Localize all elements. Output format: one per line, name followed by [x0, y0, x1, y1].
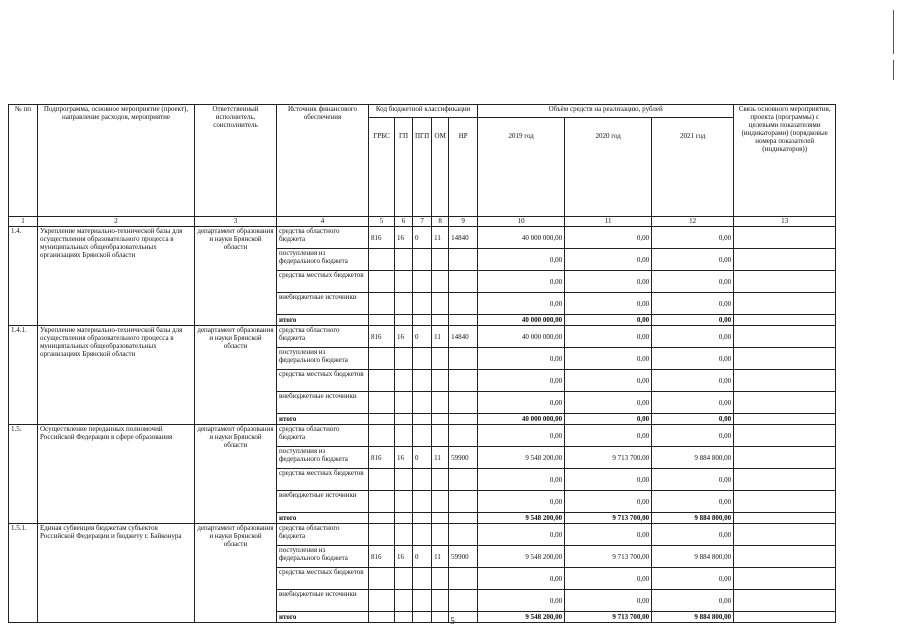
code-nr	[449, 414, 478, 425]
column-number: 12	[652, 217, 734, 227]
amount-2019: 0,00	[478, 249, 565, 271]
header-program: Подпрограмма, основное мероприятие (проект), направление расходов, мероприятие	[38, 105, 195, 217]
column-number: 10	[478, 217, 565, 227]
link-cell	[734, 392, 836, 414]
code-pgp	[413, 293, 432, 315]
amount-2021: 9 884 800,00	[652, 612, 734, 623]
table-body	[9, 105, 836, 623]
amount-2019: 40 000 000,00	[478, 326, 565, 348]
code-nr	[449, 370, 478, 392]
code-om: 11	[432, 546, 449, 568]
code-om	[432, 568, 449, 590]
code-gp	[395, 524, 413, 546]
scan-mark	[893, 10, 894, 54]
item-number: 1.4.	[9, 227, 38, 326]
table-row	[9, 524, 836, 546]
link-cell	[734, 348, 836, 370]
amount-2019: 0,00	[478, 271, 565, 293]
source-label: внебюджетные источники	[277, 590, 369, 612]
amount-2019: 0,00	[478, 392, 565, 414]
code-om	[432, 293, 449, 315]
code-om	[432, 414, 449, 425]
code-nr	[449, 315, 478, 326]
source-label: поступления из федерального бюджета	[277, 447, 369, 469]
amount-2020: 0,00	[565, 568, 652, 590]
header-num: № пп	[9, 105, 38, 217]
code-pgp	[413, 568, 432, 590]
link-cell	[734, 370, 836, 392]
code-nr: 14840	[449, 326, 478, 348]
table-row	[9, 326, 836, 348]
code-gp	[395, 590, 413, 612]
source-label: средства областного бюджета	[277, 524, 369, 546]
code-gp	[395, 392, 413, 414]
code-nr	[449, 271, 478, 293]
source-label: средства местных бюджетов	[277, 370, 369, 392]
code-nr: 59900	[449, 447, 478, 469]
amount-2021: 9 884 800,00	[652, 546, 734, 568]
item-executor: департамент образования и науки Брянской области	[195, 326, 277, 425]
amount-2020: 0,00	[565, 524, 652, 546]
header-source: Источник финансового обеспечения	[277, 105, 369, 217]
amount-2020: 0,00	[565, 425, 652, 447]
code-pgp	[413, 271, 432, 293]
code-gp	[395, 249, 413, 271]
amount-2021: 0,00	[652, 524, 734, 546]
code-nr	[449, 469, 478, 491]
amount-2021: 0,00	[652, 568, 734, 590]
amount-2019: 0,00	[478, 348, 565, 370]
code-om	[432, 370, 449, 392]
code-om	[432, 469, 449, 491]
amount-2019: 9 548 200,00	[478, 612, 565, 623]
amount-2020: 0,00	[565, 348, 652, 370]
item-number: 1.4.1.	[9, 326, 38, 425]
amount-2021: 0,00	[652, 425, 734, 447]
code-grbs: 816	[369, 326, 395, 348]
code-om	[432, 271, 449, 293]
code-gp	[395, 414, 413, 425]
item-name: Укрепление материально-технической базы для осуществления образовательного процесса в муниципальных общеобразовательных организациях Брянской области	[38, 326, 195, 425]
budget-table	[8, 104, 836, 623]
code-gp: 16	[395, 326, 413, 348]
amount-2020: 0,00	[565, 414, 652, 425]
amount-2021: 0,00	[652, 370, 734, 392]
header-row	[9, 105, 836, 118]
header-nr: НР	[449, 118, 478, 217]
link-cell	[734, 491, 836, 513]
amount-2021: 0,00	[652, 590, 734, 612]
scan-mark	[893, 60, 894, 80]
code-grbs	[369, 249, 395, 271]
header-2021: 2021 год	[652, 118, 734, 217]
code-grbs: 816	[369, 447, 395, 469]
link-cell	[734, 271, 836, 293]
amount-2019: 0,00	[478, 425, 565, 447]
link-cell	[734, 326, 836, 348]
code-gp	[395, 513, 413, 524]
amount-2020: 0,00	[565, 370, 652, 392]
item-name: Осуществление переданных полномочий Российской Федерации в сфере образования	[38, 425, 195, 524]
source-label: средства областного бюджета	[277, 326, 369, 348]
link-cell	[734, 469, 836, 491]
column-number: 1	[9, 217, 38, 227]
code-nr	[449, 293, 478, 315]
code-grbs	[369, 370, 395, 392]
code-grbs	[369, 348, 395, 370]
amount-2020: 0,00	[565, 315, 652, 326]
code-grbs	[369, 491, 395, 513]
link-cell	[734, 524, 836, 546]
code-pgp: 0	[413, 447, 432, 469]
code-nr	[449, 568, 478, 590]
source-label: итого	[277, 315, 369, 326]
code-om	[432, 513, 449, 524]
amount-2021: 0,00	[652, 293, 734, 315]
column-number: 7	[413, 217, 432, 227]
amount-2019: 40 000 000,00	[478, 414, 565, 425]
link-cell	[734, 249, 836, 271]
code-grbs	[369, 469, 395, 491]
amount-2019: 0,00	[478, 469, 565, 491]
source-label: внебюджетные источники	[277, 293, 369, 315]
code-om	[432, 348, 449, 370]
amount-2020: 0,00	[565, 271, 652, 293]
column-number: 4	[277, 217, 369, 227]
code-gp	[395, 491, 413, 513]
page-number: 5	[450, 616, 455, 626]
source-label: внебюджетные источники	[277, 491, 369, 513]
code-grbs	[369, 293, 395, 315]
code-pgp	[413, 513, 432, 524]
amount-2019: 0,00	[478, 590, 565, 612]
source-label: средства местных бюджетов	[277, 568, 369, 590]
amount-2021: 0,00	[652, 326, 734, 348]
link-cell	[734, 513, 836, 524]
code-grbs	[369, 315, 395, 326]
code-gp: 16	[395, 227, 413, 249]
code-om: 11	[432, 227, 449, 249]
column-number: 6	[395, 217, 413, 227]
code-nr	[449, 491, 478, 513]
code-pgp	[413, 491, 432, 513]
code-nr	[449, 392, 478, 414]
link-cell	[734, 568, 836, 590]
amount-2021: 0,00	[652, 249, 734, 271]
code-pgp	[413, 524, 432, 546]
column-number: 8	[432, 217, 449, 227]
amount-2021: 0,00	[652, 348, 734, 370]
item-executor: департамент образования и науки Брянской области	[195, 425, 277, 524]
column-number: 2	[38, 217, 195, 227]
item-name: Укрепление материально-технической базы для осуществления образовательного процесса в муниципальных общеобразовательных организациях Брянской области	[38, 227, 195, 326]
column-number: 5	[369, 217, 395, 227]
amount-2020: 9 713 700,00	[565, 513, 652, 524]
amount-2021: 0,00	[652, 469, 734, 491]
amount-2021: 9 884 800,00	[652, 447, 734, 469]
column-number: 3	[195, 217, 277, 227]
column-numbers-row	[9, 217, 836, 227]
source-label: поступления из федерального бюджета	[277, 348, 369, 370]
code-gp	[395, 348, 413, 370]
code-om	[432, 491, 449, 513]
column-number: 11	[565, 217, 652, 227]
code-gp	[395, 315, 413, 326]
code-pgp	[413, 392, 432, 414]
code-pgp	[413, 590, 432, 612]
header-link: Связь основного мероприятия, проекта (программы) с целевыми показателями (индикаторами) (порядковые номера показателей (индикаторов))	[734, 105, 836, 217]
code-grbs	[369, 590, 395, 612]
code-om	[432, 524, 449, 546]
amount-2019: 0,00	[478, 370, 565, 392]
amount-2019: 0,00	[478, 293, 565, 315]
amount-2019: 0,00	[478, 568, 565, 590]
code-nr: 59900	[449, 546, 478, 568]
header-executor: Ответственный исполнитель, соисполнитель	[195, 105, 277, 217]
amount-2019: 9 548 200,00	[478, 546, 565, 568]
amount-2020: 0,00	[565, 249, 652, 271]
item-number: 1.5.1.	[9, 524, 38, 623]
code-om: 11	[432, 447, 449, 469]
amount-2021: 9 884 800,00	[652, 513, 734, 524]
table-row	[9, 227, 836, 249]
header-2019: 2019 год	[478, 118, 565, 217]
link-cell	[734, 227, 836, 249]
code-gp: 16	[395, 447, 413, 469]
amount-2019: 9 548 200,00	[478, 513, 565, 524]
code-gp	[395, 425, 413, 447]
amount-2021: 0,00	[652, 491, 734, 513]
code-grbs	[369, 425, 395, 447]
amount-2020: 0,00	[565, 469, 652, 491]
amount-2021: 0,00	[652, 392, 734, 414]
table-row	[9, 425, 836, 447]
code-grbs	[369, 513, 395, 524]
code-pgp	[413, 348, 432, 370]
code-grbs	[369, 524, 395, 546]
code-gp	[395, 568, 413, 590]
amount-2020: 0,00	[565, 227, 652, 249]
code-pgp	[413, 370, 432, 392]
column-number: 9	[449, 217, 478, 227]
amount-2019: 40 000 000,00	[478, 227, 565, 249]
amount-2021: 0,00	[652, 414, 734, 425]
code-pgp	[413, 315, 432, 326]
amount-2020: 9 713 700,00	[565, 546, 652, 568]
amount-2019: 40 000 000,00	[478, 315, 565, 326]
item-number: 1.5.	[9, 425, 38, 524]
amount-2020: 0,00	[565, 491, 652, 513]
header-pgp: ПГП	[413, 118, 432, 217]
header-gp: ГП	[395, 118, 413, 217]
code-pgp	[413, 249, 432, 271]
code-gp	[395, 293, 413, 315]
code-om	[432, 425, 449, 447]
source-label: внебюджетные источники	[277, 392, 369, 414]
code-om: 11	[432, 326, 449, 348]
code-nr	[449, 249, 478, 271]
link-cell	[734, 546, 836, 568]
code-grbs: 816	[369, 227, 395, 249]
code-grbs: 816	[369, 546, 395, 568]
code-gp	[395, 271, 413, 293]
header-budget-code: Код бюджетной классификации	[369, 105, 478, 118]
code-pgp: 0	[413, 326, 432, 348]
amount-2019: 9 548 200,00	[478, 447, 565, 469]
code-nr	[449, 513, 478, 524]
amount-2019: 0,00	[478, 491, 565, 513]
amount-2021: 0,00	[652, 227, 734, 249]
code-nr	[449, 425, 478, 447]
code-grbs	[369, 568, 395, 590]
code-om	[432, 590, 449, 612]
code-nr	[449, 590, 478, 612]
link-cell	[734, 414, 836, 425]
code-nr: 14840	[449, 227, 478, 249]
amount-2020: 0,00	[565, 326, 652, 348]
column-number: 13	[734, 217, 836, 227]
amount-2020: 0,00	[565, 392, 652, 414]
source-label: итого	[277, 414, 369, 425]
source-label: средства местных бюджетов	[277, 271, 369, 293]
amount-2020: 9 713 700,00	[565, 612, 652, 623]
code-pgp	[413, 425, 432, 447]
amount-2021: 0,00	[652, 315, 734, 326]
amount-2020: 0,00	[565, 293, 652, 315]
code-nr	[449, 348, 478, 370]
code-grbs	[369, 414, 395, 425]
amount-2020: 0,00	[565, 590, 652, 612]
code-pgp: 0	[413, 227, 432, 249]
code-pgp: 0	[413, 546, 432, 568]
header-om: ОМ	[432, 118, 449, 217]
item-name: Единая субвенция бюджетам субъектов Российской Федерации и бюджету г. Байконура	[38, 524, 195, 623]
link-cell	[734, 590, 836, 612]
amount-2020: 9 713 700,00	[565, 447, 652, 469]
amount-2019: 0,00	[478, 524, 565, 546]
code-grbs	[369, 271, 395, 293]
code-gp	[395, 469, 413, 491]
link-cell	[734, 447, 836, 469]
source-label: итого	[277, 612, 369, 623]
code-grbs	[369, 392, 395, 414]
code-om	[432, 249, 449, 271]
source-label: поступления из федерального бюджета	[277, 546, 369, 568]
code-om	[432, 315, 449, 326]
source-label: итого	[277, 513, 369, 524]
source-label: поступления из федерального бюджета	[277, 249, 369, 271]
code-nr	[449, 524, 478, 546]
source-label: средства областного бюджета	[277, 425, 369, 447]
item-executor: департамент образования и науки Брянской области	[195, 524, 277, 623]
header-2020: 2020 год	[565, 118, 652, 217]
item-executor: департамент образования и науки Брянской области	[195, 227, 277, 326]
code-gp: 16	[395, 546, 413, 568]
link-cell	[734, 293, 836, 315]
source-label: средства местных бюджетов	[277, 469, 369, 491]
link-cell	[734, 315, 836, 326]
code-pgp	[413, 469, 432, 491]
code-om	[432, 392, 449, 414]
header-volume: Объём средств на реализацию, рублей	[478, 105, 734, 118]
link-cell	[734, 425, 836, 447]
header-grbs: ГРБС	[369, 118, 395, 217]
code-pgp	[413, 414, 432, 425]
amount-2021: 0,00	[652, 271, 734, 293]
source-label: средства областного бюджета	[277, 227, 369, 249]
code-gp	[395, 370, 413, 392]
